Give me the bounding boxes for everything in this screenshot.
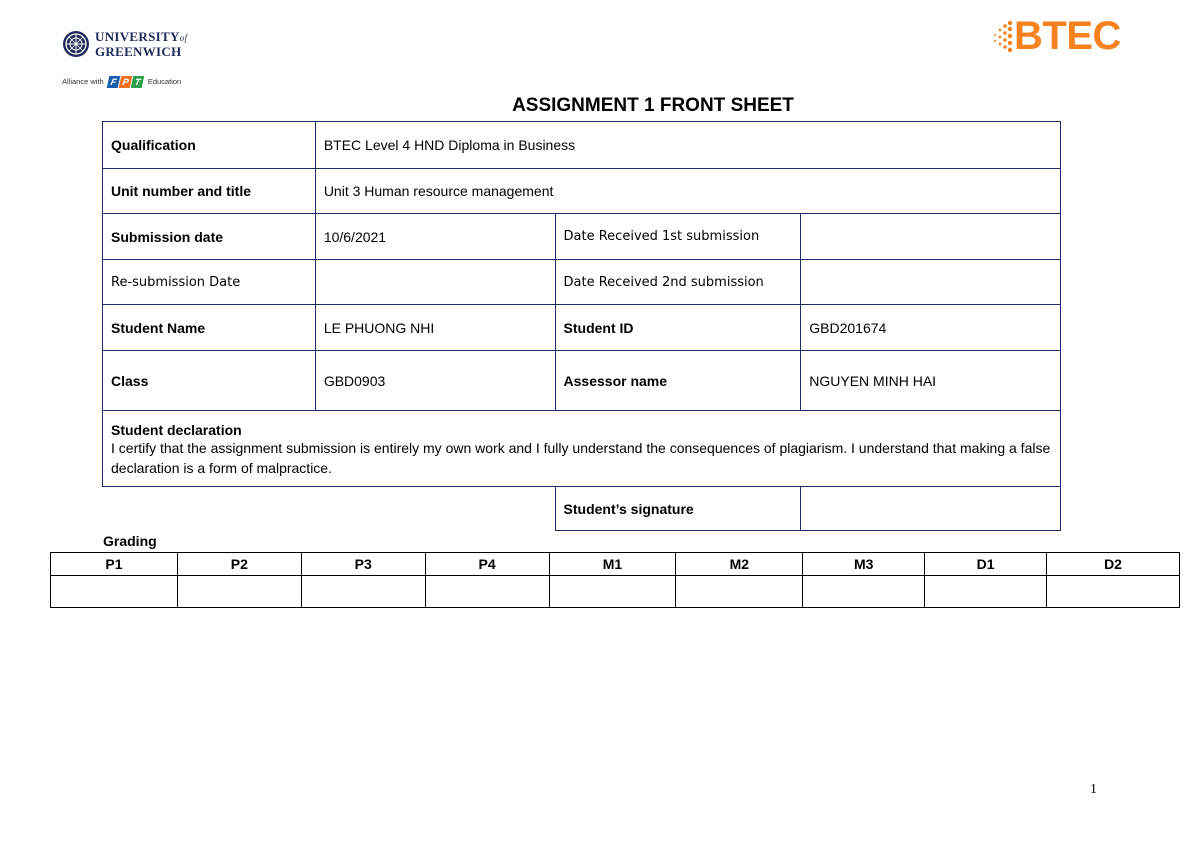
grade-cell-p4[interactable] (425, 576, 549, 608)
resubmission-date-label: Re-submission Date (103, 260, 316, 305)
declaration-row (103, 411, 1061, 487)
resubmission-row (103, 260, 1061, 305)
class-label: Class (103, 351, 316, 411)
grade-cell-d2[interactable] (1047, 576, 1180, 608)
qualification-row (103, 122, 1061, 169)
btec-dots-icon (990, 20, 1016, 54)
grade-cell-m3[interactable] (803, 576, 925, 608)
unit-label: Unit number and title (103, 169, 316, 214)
fpt-logo: F P T (108, 76, 144, 88)
date-received-1-value[interactable] (801, 214, 1061, 260)
assessor-value[interactable]: NGUYEN MINH HAI (801, 351, 1061, 411)
grade-cell-p3[interactable] (301, 576, 425, 608)
unit-value[interactable]: Unit 3 Human resource management (315, 169, 1060, 214)
page-number: 1 (1090, 782, 1097, 797)
btec-wordmark: BTEC (1014, 14, 1121, 58)
grade-header-m2: M2 (676, 553, 803, 576)
student-row (103, 305, 1061, 351)
university-crest-icon (62, 30, 90, 58)
grade-header-p1: P1 (51, 553, 178, 576)
grade-cell-p1[interactable] (51, 576, 178, 608)
btec-logo (990, 14, 1140, 62)
grading-value-row (51, 576, 1180, 608)
resubmission-date-value[interactable] (315, 260, 555, 305)
grading-header-row (51, 553, 1180, 576)
qualification-label: Qualification (103, 122, 316, 169)
grading-label: Grading (103, 533, 157, 549)
declaration-text: I certify that the assignment submission is entirely my own work and I fully understand the consequences of plagiarism. I understand that making a false declaration is a form of malpractice. (111, 439, 1051, 476)
unit-row (103, 169, 1061, 214)
submission-date-label: Submission date (103, 214, 316, 260)
grade-header-p3: P3 (301, 553, 425, 576)
grade-cell-p2[interactable] (177, 576, 301, 608)
submission-row (103, 214, 1061, 260)
submission-date-value[interactable]: 10/6/2021 (315, 214, 555, 260)
grade-header-p2: P2 (177, 553, 301, 576)
date-received-2-label: Date Received 2nd submission (555, 260, 801, 305)
grade-header-p4: P4 (425, 553, 549, 576)
class-row (103, 351, 1061, 411)
student-name-value[interactable]: LE PHUONG NHI (315, 305, 555, 351)
grade-cell-d1[interactable] (925, 576, 1047, 608)
grade-cell-m1[interactable] (549, 576, 676, 608)
signature-row (103, 487, 1061, 531)
class-value[interactable]: GBD0903 (315, 351, 555, 411)
grade-header-d1: D1 (925, 553, 1047, 576)
grade-header-d2: D2 (1047, 553, 1180, 576)
assessor-label: Assessor name (555, 351, 801, 411)
student-id-value[interactable]: GBD201674 (801, 305, 1061, 351)
date-received-1-label: Date Received 1st submission (555, 214, 801, 260)
grade-header-m1: M1 (549, 553, 676, 576)
alliance-line: Alliance with F P T Education (62, 76, 182, 87)
front-sheet-table (102, 121, 1061, 531)
declaration-cell (103, 411, 1061, 487)
grade-header-m3: M3 (803, 553, 925, 576)
declaration-title: Student declaration (111, 421, 242, 438)
grade-cell-m2[interactable] (676, 576, 803, 608)
student-name-label: Student Name (103, 305, 316, 351)
university-name: UNIVERSITYof GREENWICH (95, 29, 188, 59)
date-received-2-value[interactable] (801, 260, 1061, 305)
university-of-greenwich-logo (62, 28, 202, 92)
student-id-label: Student ID (555, 305, 801, 351)
signature-label: Student’s signature (555, 487, 801, 531)
qualification-value[interactable]: BTEC Level 4 HND Diploma in Business (315, 122, 1060, 169)
signature-value[interactable] (801, 487, 1061, 531)
grading-table (50, 552, 1180, 608)
page-title: ASSIGNMENT 1 FRONT SHEET (512, 95, 794, 116)
